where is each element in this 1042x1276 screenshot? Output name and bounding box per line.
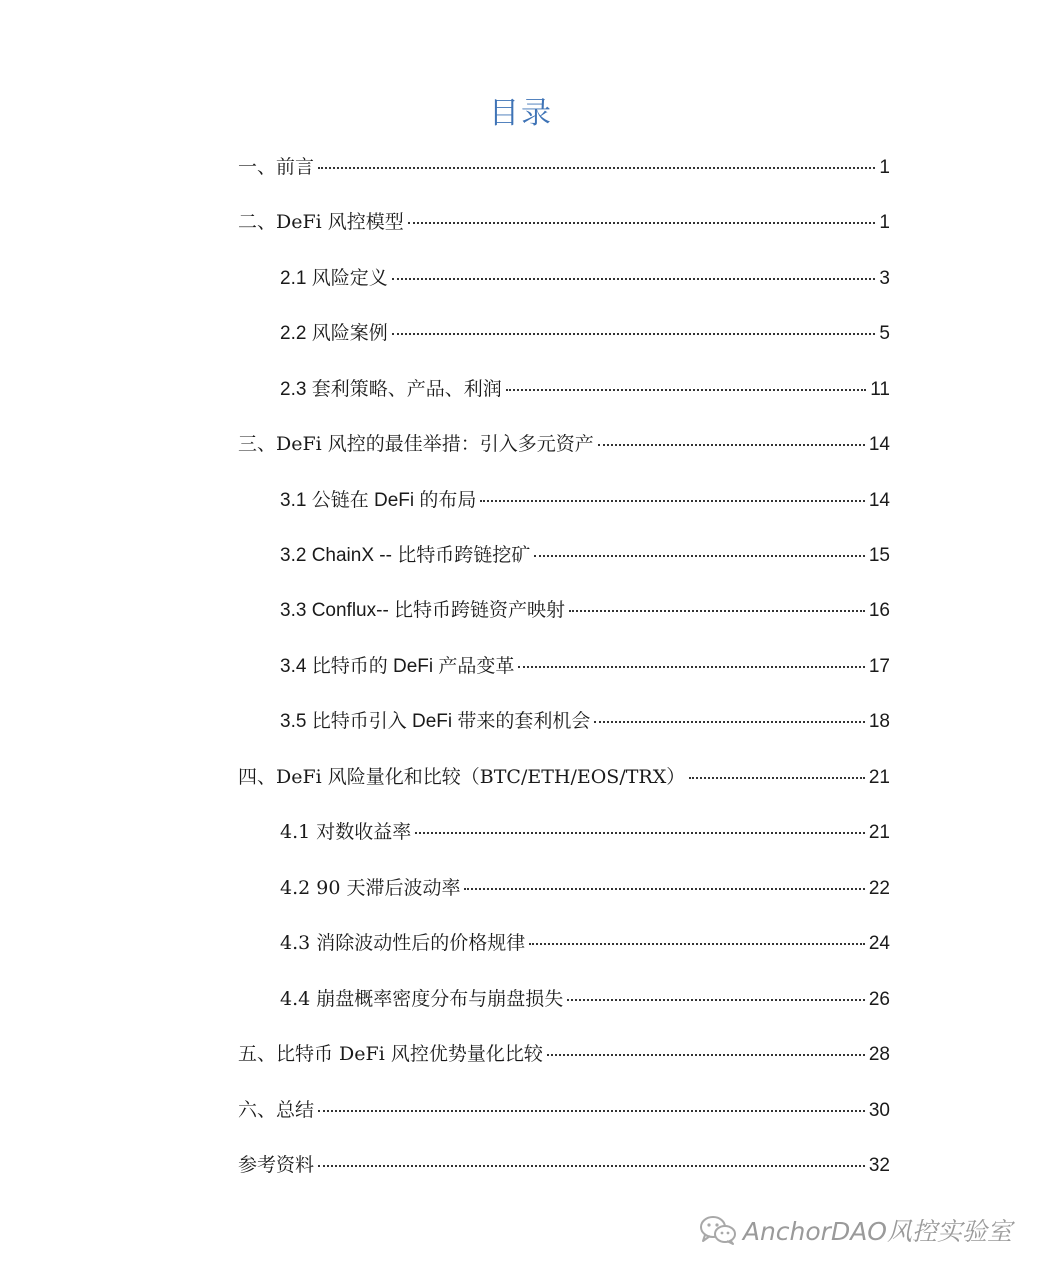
toc-entry-3-4[interactable]	[280, 651, 890, 681]
toc-entry-label: 3.4 比特币的 DeFi 产品变革	[280, 656, 515, 677]
toc-entry-preface[interactable]	[238, 152, 890, 182]
dot-leader	[689, 776, 865, 779]
dot-leader	[392, 277, 876, 280]
toc-entry-label: 3.3 Conflux-- 比特币跨链资产映射	[280, 600, 566, 621]
toc-page-number: 1	[879, 157, 890, 178]
toc-page-number: 21	[868, 767, 890, 788]
toc-entry-risk-quant[interactable]	[238, 762, 890, 792]
dot-leader	[415, 831, 865, 834]
toc-entry-label: 4.3 消除波动性后的价格规律	[280, 932, 526, 954]
toc-entry-4-1[interactable]	[280, 817, 890, 847]
toc-entry-2-2[interactable]	[280, 318, 890, 348]
dot-leader	[534, 554, 865, 557]
toc-entry-label: 四、DeFi 风险量化和比较（BTC/ETH/EOS/TRX）	[238, 766, 686, 788]
toc-entry-label: 六、总结	[238, 1099, 315, 1121]
toc-entry-3-5[interactable]	[280, 706, 890, 736]
dot-leader	[392, 332, 876, 335]
toc-page-number: 5	[879, 323, 890, 344]
toc-entry-summary[interactable]	[238, 1095, 890, 1125]
dot-leader	[506, 388, 867, 391]
toc-entry-references[interactable]	[238, 1150, 890, 1180]
dot-leader	[464, 887, 864, 890]
watermark	[699, 1212, 1012, 1248]
toc-entry-2-1[interactable]	[280, 263, 890, 293]
toc-title: 目录	[489, 96, 553, 131]
toc-page-number: 21	[868, 822, 890, 843]
toc-entry-label: 4.4 崩盘概率密度分布与崩盘损失	[280, 988, 564, 1010]
toc-page-number: 22	[868, 878, 890, 899]
toc-page-number: 11	[870, 379, 890, 400]
dot-leader	[569, 609, 865, 612]
wechat-icon	[699, 1215, 737, 1245]
toc-page-number: 18	[868, 711, 890, 732]
toc-page-number: 15	[868, 545, 890, 566]
dot-leader	[547, 1053, 865, 1056]
toc-entry-label: 2.3 套利策略、产品、利润	[280, 379, 502, 400]
toc-page-number: 32	[868, 1155, 890, 1176]
dot-leader	[598, 443, 865, 446]
toc-entry-btc-advantage[interactable]	[238, 1039, 890, 1069]
toc-entry-label: 3.1 公链在 DeFi 的布局	[280, 490, 477, 511]
toc-entry-4-2[interactable]	[280, 873, 890, 903]
dot-leader	[408, 221, 876, 224]
toc-entry-label: 五、比特币 DeFi 风控优势量化比较	[238, 1043, 543, 1065]
toc-entry-label: 2.1 风险定义	[280, 268, 388, 289]
toc-page-number: 16	[868, 600, 890, 621]
toc-entry-label: 一、前言	[238, 156, 315, 178]
toc-entry-best-practice[interactable]	[238, 429, 890, 459]
dot-leader	[529, 942, 865, 945]
dot-leader	[318, 1164, 865, 1167]
toc-entry-3-2[interactable]	[280, 540, 890, 570]
toc-entry-defi-model[interactable]	[238, 207, 890, 237]
toc-page-number: 3	[879, 268, 890, 289]
dot-leader	[594, 720, 864, 723]
toc-page-number: 14	[868, 490, 890, 511]
dot-leader	[518, 665, 864, 668]
toc-entry-label: 2.2 风险案例	[280, 323, 388, 344]
toc-entry-label: 三、DeFi 风控的最佳举措：引入多元资产	[238, 433, 594, 455]
toc-page-number: 1	[879, 212, 890, 233]
toc-page-number: 17	[868, 656, 890, 677]
toc-entry-4-3[interactable]	[280, 928, 890, 958]
toc-entry-3-3[interactable]	[280, 595, 890, 625]
dot-leader	[318, 1109, 865, 1112]
dot-leader	[567, 998, 865, 1001]
toc-entry-4-4[interactable]	[280, 984, 890, 1014]
toc-entry-2-3[interactable]	[280, 374, 890, 404]
toc-entry-label: 参考资料	[238, 1154, 315, 1176]
toc-page-number: 28	[868, 1044, 890, 1065]
toc-entry-label: 3.2 ChainX -- 比特币跨链挖矿	[280, 545, 531, 566]
toc-page-number: 14	[868, 434, 890, 455]
toc-page-number: 26	[868, 989, 890, 1010]
dot-leader	[480, 499, 864, 502]
toc-entry-label: 3.5 比特币引入 DeFi 带来的套利机会	[280, 711, 591, 732]
toc-entry-3-1[interactable]	[280, 485, 890, 515]
toc-entry-label: 4.1 对数收益率	[280, 821, 412, 843]
toc-page-number: 30	[868, 1100, 890, 1121]
toc-page-number: 24	[868, 933, 890, 954]
watermark-text: AnchorDAO风控实验室	[742, 1217, 1012, 1246]
dot-leader	[318, 166, 875, 169]
toc-entry-label: 二、DeFi 风控模型	[238, 211, 404, 233]
toc-entry-label: 4.2 90 天滞后波动率	[280, 877, 461, 899]
